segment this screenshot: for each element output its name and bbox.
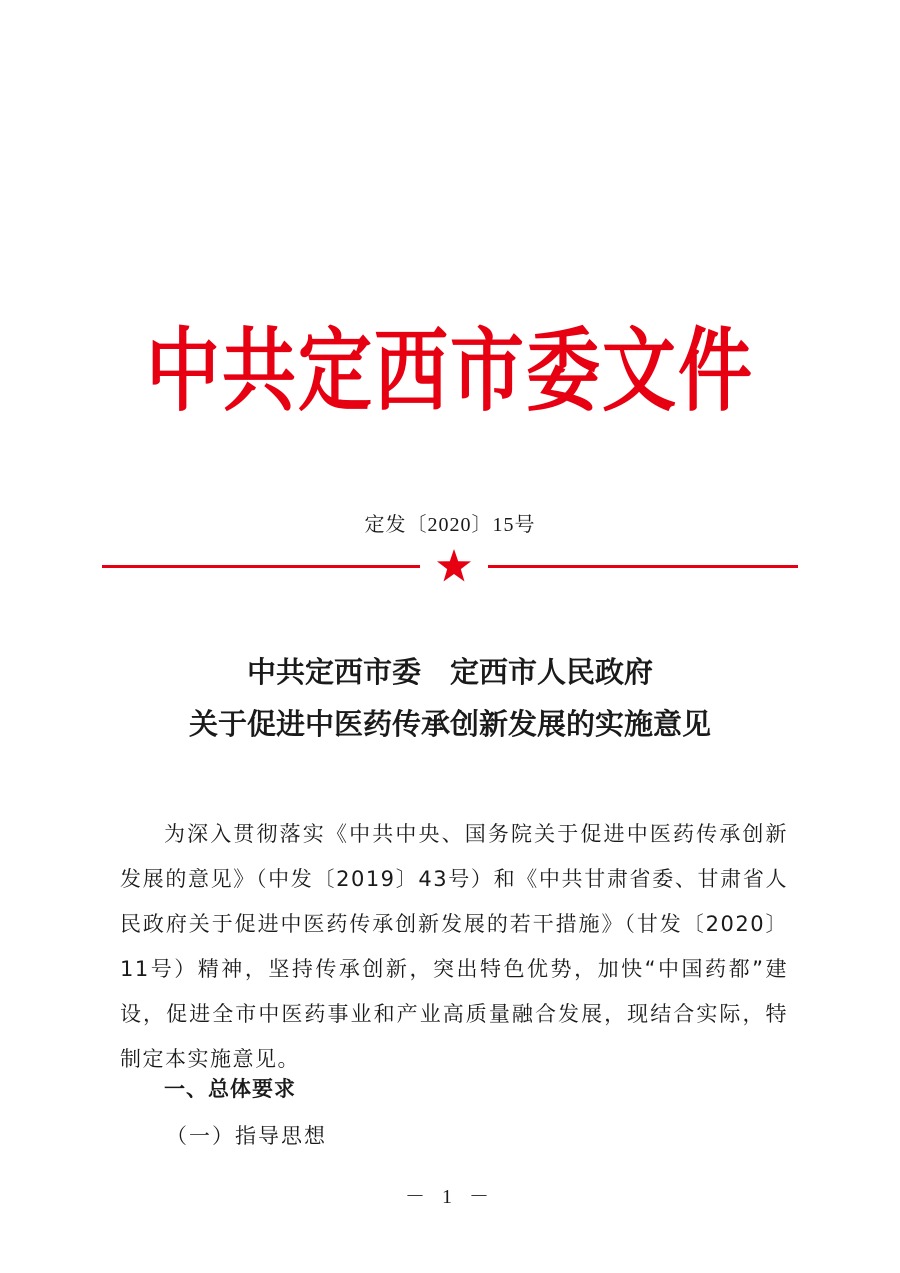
star-icon	[436, 548, 472, 584]
masthead-title: 中共定西市委文件	[146, 319, 754, 425]
section-heading: 一、总体要求	[164, 1077, 296, 1101]
title-line-1: 中共定西市委 定西市人民政府	[246, 655, 653, 689]
page-number: － 1 －	[405, 1186, 495, 1208]
document-title	[0, 646, 900, 750]
subsection-heading: （一）指导思想	[166, 1124, 327, 1148]
divider-line-left	[102, 565, 420, 568]
divider-line-right	[488, 565, 798, 568]
title-line-2: 关于促进中医药传承创新发展的实施意见	[188, 707, 711, 741]
body-paragraph: 为深入贯彻落实《中共中央、国务院关于促进中医药传承创新发展的意见》（中发〔2019〕43号）和《中共甘肃省委、甘肃省人民政府关于促进中医药传承创新发展的若干措施》（甘发〔2020〕11号）精神，坚持传承创新，突出特色优势，加快“中国药都”建设，促进全市中医药事业和产业高质量融合发展，现结合实际，特制定本实施意见。	[120, 822, 788, 1071]
document-number: 定发〔2020〕15号	[364, 514, 536, 536]
red-divider	[102, 548, 798, 588]
